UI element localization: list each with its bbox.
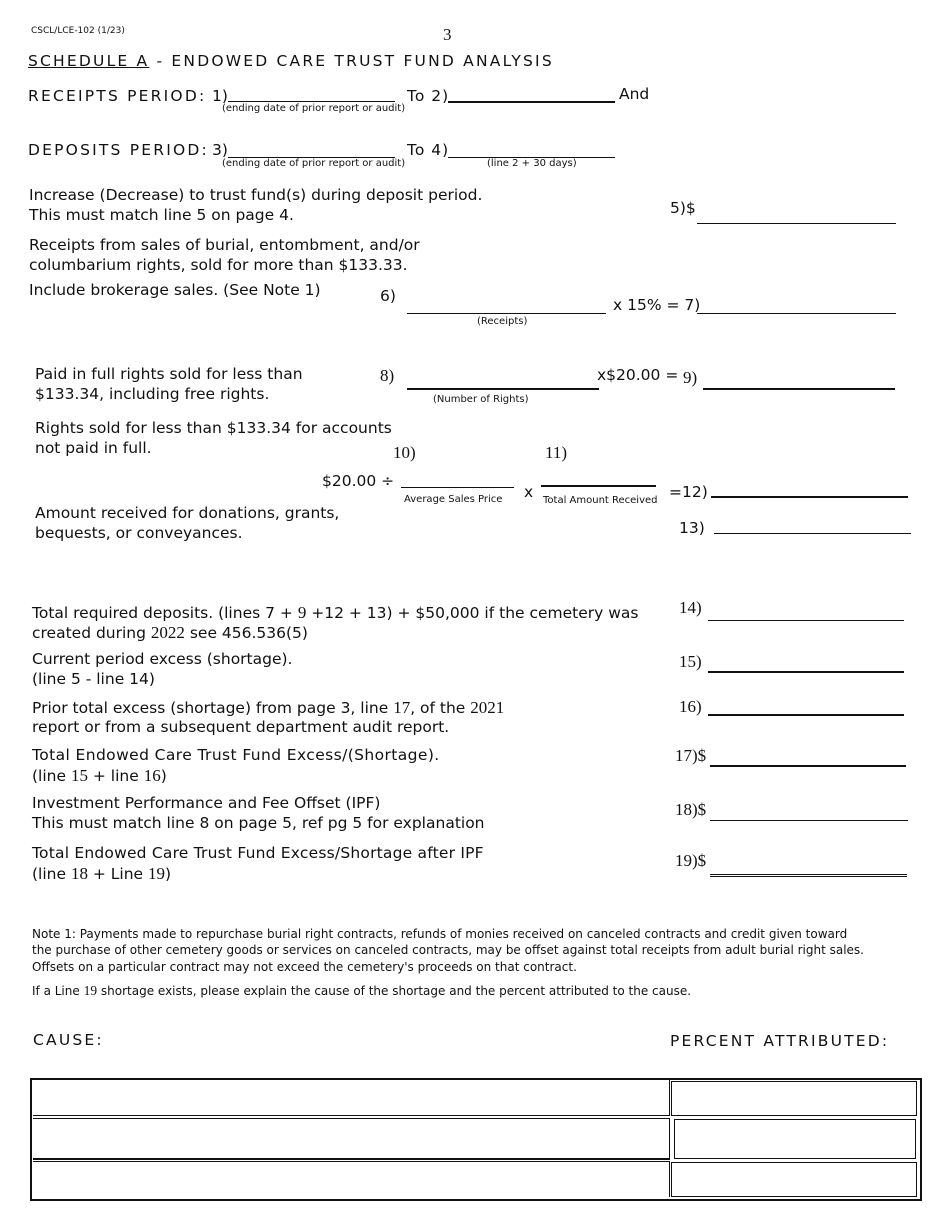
cause-row-3[interactable] <box>33 1161 670 1197</box>
line-19-text-2b: + Line <box>87 865 149 883</box>
line-14-text-1 <box>32 603 639 623</box>
line-13-text-1: Amount received for donations, grants, <box>35 504 340 522</box>
line-14-text-1b: +12 + 13) + $50,000 if the cemetery was <box>306 604 639 622</box>
line-14-text-2a: created during <box>32 624 151 642</box>
receipts-period-label: RECEIPTS PERIOD: <box>28 87 207 105</box>
line-10-amount: $20.00 ÷ <box>322 472 395 490</box>
title-rest: - ENDOWED CARE TRUST FUND ANALYSIS <box>149 52 554 70</box>
line-13-text-2: bequests, or conveyances. <box>35 524 243 542</box>
line-9-multiplier: x$20.00 = <box>597 366 679 384</box>
line-8-text-1: Paid in full rights sold for less than <box>35 365 303 383</box>
line-17-n16: 16 <box>143 766 161 785</box>
line-10-text-2: not paid in full. <box>35 439 152 457</box>
line-13-number: 13) <box>679 519 705 537</box>
cause-label: CAUSE: <box>33 1031 104 1049</box>
percent-row-1[interactable] <box>671 1081 917 1116</box>
line-13-field[interactable] <box>714 533 911 534</box>
line-6-text-1: Receipts from sales of burial, entombment, and/or <box>29 236 420 254</box>
line-19-text-2c: ) <box>165 865 172 883</box>
line-17-n15: 15 <box>70 766 88 785</box>
percent-attributed-label: PERCENT ATTRIBUTED: <box>670 1032 890 1050</box>
line-16-text-1a: Prior total excess (shortage) from page 3, line <box>32 699 394 717</box>
line-15-number: 15) <box>679 652 702 671</box>
line-11-number: 11) <box>545 443 568 462</box>
shortage-instructions-n19: 19 <box>83 983 98 998</box>
line-16-text-1 <box>32 698 504 718</box>
cause-row-1[interactable] <box>33 1080 670 1116</box>
and-label: And <box>619 85 650 103</box>
line-4-caption: (line 2 + 30 days) <box>487 158 577 169</box>
line-15-text-2: (line 5 - line 14) <box>32 670 155 688</box>
line-5-number: 5)$ <box>670 199 696 217</box>
percent-row-2[interactable] <box>674 1119 916 1159</box>
line-17-text-2b: + line <box>87 767 144 785</box>
line-19-text-2 <box>32 864 171 884</box>
line-19-n18: 18 <box>70 864 88 883</box>
line-11-caption: Total Amount Received <box>543 495 658 506</box>
line-8-number: 8) <box>380 366 395 385</box>
line-6-number: 6) <box>380 287 396 305</box>
line-2-number: To 2) <box>407 87 450 105</box>
deposits-period-label: DEPOSITS PERIOD: <box>28 141 209 159</box>
line-17-text-1: Total Endowed Care Trust Fund Excess/(Shortage). <box>32 746 440 764</box>
line-14-text-1a: Total required deposits. (lines 7 + <box>32 604 298 622</box>
line-5-text-1: Increase (Decrease) to trust fund(s) during deposit period. <box>29 186 483 204</box>
line-14-field[interactable] <box>708 620 904 621</box>
line-16-n17: 17 <box>393 698 411 717</box>
line-6-text-2: columbarium rights, sold for more than $133.33. <box>29 256 408 274</box>
line-10-text-1: Rights sold for less than $133.34 for accounts <box>35 419 392 437</box>
shortage-instructions <box>32 983 691 999</box>
line-17-text-2c: ) <box>160 767 167 785</box>
shortage-instructions-b: shortage exists, please explain the cause of the shortage and the percent attributed to the cause. <box>97 984 692 998</box>
page-title <box>28 52 554 70</box>
line-1-number: 1) <box>212 87 228 105</box>
line-18-text-2: This must match line 8 on page 5, ref pg 5 for explanation <box>32 814 485 832</box>
line-14-text-2b: see 456.536(5) <box>184 624 308 642</box>
note-1-line-3: Offsets on a particular contract may not exceed the cemetery's proceeds on that contract. <box>32 960 577 974</box>
note-1-line-1: Note 1: Payments made to repurchase burial right contracts, refunds of monies received on canceled contracts and credit given toward <box>32 927 848 941</box>
line-9-field[interactable] <box>703 388 895 390</box>
line-3-number: 3) <box>212 141 228 159</box>
line-1-caption: (ending date of prior report or audit) <box>222 103 406 114</box>
note-1-line-2: the purchase of other cemetery goods or services on canceled contracts, may be offset against total receipts from adult burial right sales. <box>32 943 864 957</box>
line-6-caption: (Receipts) <box>477 316 528 327</box>
line-9-number: 9) <box>683 368 698 387</box>
line-18-number: 18)$ <box>675 800 707 819</box>
line-19-text-2a: (line <box>32 865 71 883</box>
line-10-number: 10) <box>393 443 416 462</box>
line-7-field[interactable] <box>697 313 896 314</box>
line-14-year: 2022 <box>150 623 185 642</box>
line-7-label: x 15% = 7) <box>613 296 701 314</box>
line-1-field[interactable] <box>228 101 395 102</box>
line-17-field[interactable] <box>710 765 906 767</box>
line-3-caption: (ending date of prior report or audit) <box>222 158 406 169</box>
line-18-field[interactable] <box>710 820 908 821</box>
line-11-multiplier: x <box>524 483 534 501</box>
line-4-number: To 4) <box>407 141 450 159</box>
line-12-number: =12) <box>669 483 708 501</box>
line-19-field[interactable] <box>710 874 907 877</box>
shortage-instructions-a: If a Line <box>32 984 84 998</box>
line-5-text-2: This must match line 5 on page 4. <box>29 206 294 224</box>
line-16-number: 16) <box>679 697 702 716</box>
cause-row-2[interactable] <box>33 1118 670 1160</box>
line-17-text-2a: (line <box>32 767 71 785</box>
line-14-number: 14) <box>679 598 702 617</box>
line-16-field[interactable] <box>708 714 904 716</box>
line-11-field[interactable] <box>541 485 656 487</box>
line-19-text-1: Total Endowed Care Trust Fund Excess/Shortage after IPF <box>32 844 484 862</box>
line-17-number: 17)$ <box>675 746 707 765</box>
line-10-field[interactable] <box>401 487 514 488</box>
line-19-n19: 19 <box>148 864 166 883</box>
percent-row-3[interactable] <box>671 1162 917 1197</box>
line-8-caption: (Number of Rights) <box>433 394 529 405</box>
line-16-text-1b: , of the <box>410 699 471 717</box>
line-5-field[interactable] <box>697 223 896 224</box>
line-18-text-1: Investment Performance and Fee Offset (IPF) <box>32 794 381 812</box>
line-8-text-2: $133.34, including free rights. <box>35 385 270 403</box>
form-id: CSCL/LCE-102 (1/23) <box>31 26 125 36</box>
line-6-field[interactable] <box>407 313 606 314</box>
line-2-field[interactable] <box>448 101 615 103</box>
line-16-text-2: report or from a subsequent department audit report. <box>32 718 450 736</box>
line-10-caption: Average Sales Price <box>404 494 503 505</box>
line-19-number: 19)$ <box>675 851 707 870</box>
page-number: 3 <box>443 25 452 44</box>
line-14-text-2 <box>32 623 308 643</box>
line-17-text-2 <box>32 766 167 786</box>
schedule-label: SCHEDULE A <box>28 52 150 70</box>
line-15-field[interactable] <box>708 671 904 673</box>
line-8-field[interactable] <box>407 388 599 390</box>
line-15-text-1: Current period excess (shortage). <box>32 650 293 668</box>
line-12-field[interactable] <box>711 496 908 498</box>
line-16-year: 2021 <box>470 698 505 717</box>
line-6-text-3: Include brokerage sales. (See Note 1) <box>29 281 321 299</box>
line-14-n9: 9 <box>297 603 307 622</box>
